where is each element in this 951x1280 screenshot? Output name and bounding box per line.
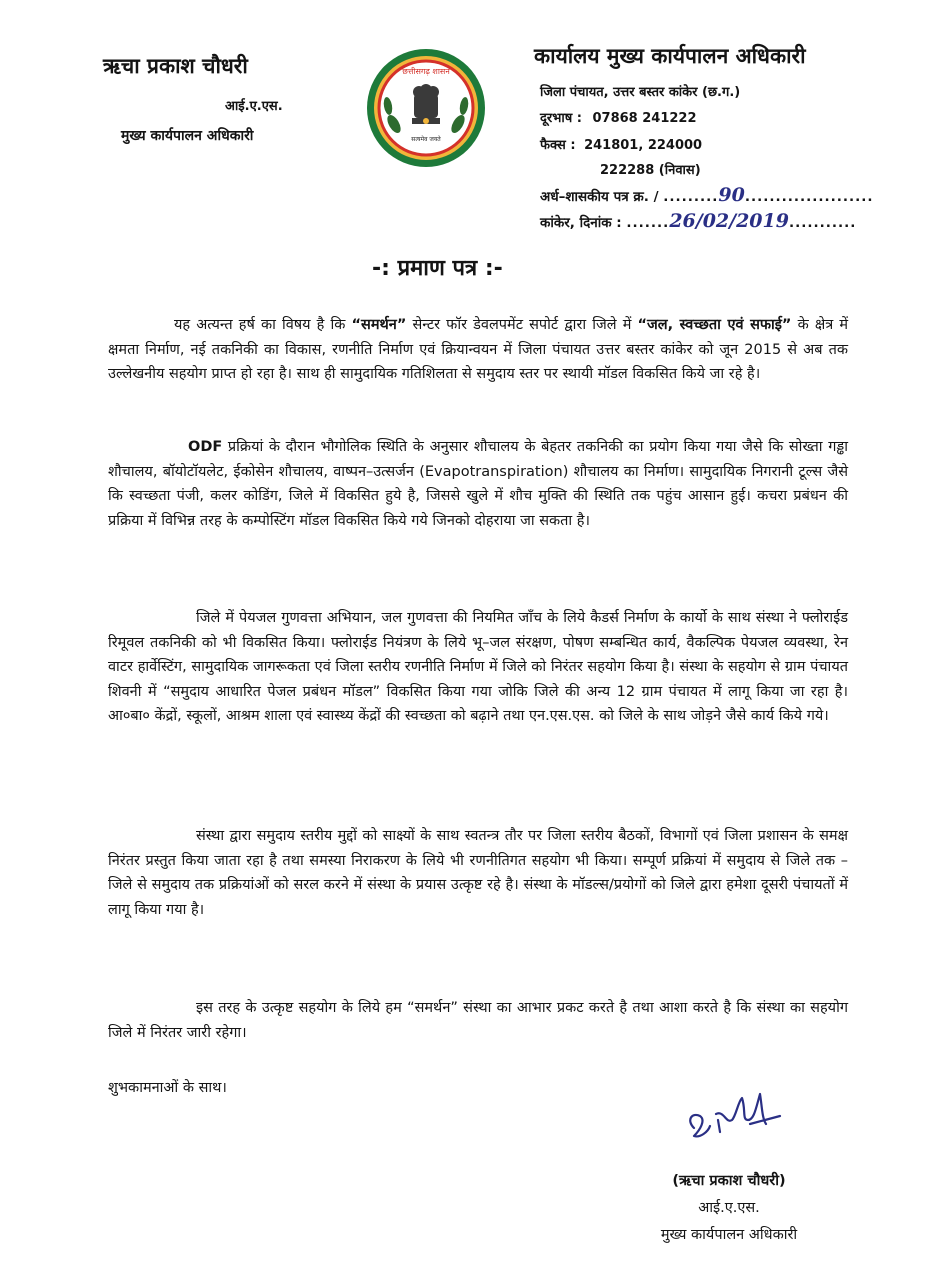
paragraph-4: संस्था द्वारा समुदाय स्तरीय मुद्दों को साक्ष्यों के साथ स्वतन्त्र तौर पर जिला स्तरीय बैठकों, विभागों एवं जिला प्रशासन के समक्ष निरंतर प्रस्तुत किया जाता रहा है तथा समस्या निराकरण के लिये भी रणनीतिगत सहयोग भी किया। सम्पूर्ण प्रक्रियां में समुदाय से जिले तक – जिले से समुदाय तक प्रक्रियांओं को सरल करने में संस्था के प्रयास उत्कृष्ट रहे है। संस्था के मॉडल्स/प्रयोगों को जिले द्वारा हमेशा दूसरी पंचायतों में लागू किया गया है। — [108, 828, 848, 918]
paragraph-3: जिले में पेयजल गुणवत्ता अभियान, जल गुणवत्ता की नियमित जाँच के लिये कैडर्स निर्माण के कार्यो के साथ संस्था ने फ्लोराईड रिमूवल तकनिकी को भी विकसित किया। फ्लोराईड नियंत्रण के लिये भू–जल संरक्षण, पोषण सम्बन्धित कार्य, वैकल्पिक पेयजल व्यवस्था, रेन वाटर हार्वेस्टिंग, सामुदायिक जागरूकता एवं जिला स्तरीय रणनीति निर्माण में जिले को निरंतर सहयोग किया है। संस्था के सहयोग से ग्राम पंचायत शिवनी में “समुदाय आधारित पेजल प्रबंधन मॉडल” विकसित किया गया जोकि जिले की अन्य 12 ग्राम पंचायत में लागू किया जा रहा है। आ०बा० केंद्रों, स्कूलों, आश्रम शाला एवं स्वास्थ्य केंद्रों की स्वच्छता को बढ़ाने तथा एन.एस.एस. को जिले के साथ जोड़ने जैसे कार्य किये गये। — [108, 610, 848, 724]
date-label: कांकेर, दिनांक : — [540, 215, 622, 231]
office-title: कार्यालय मुख्य कार्यपालन अधिकारी — [534, 44, 806, 68]
sender-name: ऋचा प्रकाश चौधरी — [103, 54, 248, 78]
phone-value: 07868 241222 — [592, 111, 697, 126]
paragraph-1: यह अत्यन्त हर्ष का विषय है कि “समर्थन” सेन्टर फॉर डेवलपमेंट सपोर्ट द्वारा जिले में “जल, स्वच्छता एवं सफाई” के क्षेत्र में क्षमता निर्माण, नई तकनिकी का विकास, रणनीति निर्माण एवं क्रियान्वयन में जिला पंचायत उत्तर बस्तर कांकेर को जून 2015 से अब तक उल्लेखनीय सहयोग प्राप्त हो रहा है। साथ ही सामुदायिक गतिशिलता से समुदाय स्तर पर स्थायी मॉडल विकसित किये जा रहे है। — [108, 317, 849, 382]
chhattisgarh-emblem-icon — [364, 46, 488, 170]
phone-row — [540, 108, 697, 126]
residence-phone: 222288 (निवास) — [600, 163, 701, 178]
letter-number-row: अर्ध–शासकीय पत्र क्र. / .........90..................... — [540, 184, 874, 206]
phone-label: दूरभाष : — [540, 111, 582, 126]
office-address: जिला पंचायत, उत्तर बस्तर कांकेर (छ.ग.) — [540, 85, 741, 100]
date-row: कांकेर, दिनांक : .......26/02/2019........... — [540, 210, 857, 232]
date-value: 26/02/2019 — [669, 210, 789, 232]
state-emblem — [364, 46, 488, 170]
letter-number-label: अर्ध–शासकीय पत्र क्र. / — [540, 189, 659, 205]
fax-label: फैक्स : — [540, 138, 576, 153]
certificate-heading: -: प्रमाण पत्र :- — [372, 256, 503, 281]
odf-term: ODF — [188, 439, 223, 455]
fax-value: 241801, 224000 — [584, 138, 703, 153]
emblem-motto: सत्यमेव जयते — [411, 136, 441, 143]
sender-service: आई.ए.एस. — [225, 99, 283, 114]
signatory-name: (ऋचा प्रकाश चौधरी) — [672, 1173, 786, 1189]
fax-row — [540, 135, 702, 153]
emblem-top-text: छत्तीसगढ़ शासन — [402, 67, 450, 76]
signatory-service: आई.ए.एस. — [698, 1200, 760, 1216]
sender-designation: मुख्य कार्यपालन अधिकारी — [121, 128, 254, 144]
sector-name: “जल, स्वच्छता एवं सफाई” — [637, 317, 792, 333]
paragraph-2: ODF प्रक्रियां के दौरान भौगोलिक स्थिति के अनुसार शौचालय के बेहतर तकनिकी का प्रयोग किया गया जैसे कि सोख्ता गड्ढा शौचालय, बॉयोटॉयलेट, ईकोसेन शौचालय, वाष्पन–उत्सर्जन (Evapotranspiration) शौचालय का निर्माण। सामुदायिक निगरानी टूल्स जैसे कि स्वच्छता पंजी, कलर कोडिंग, जिले में विकसित हुये है, जिससे खुले में शौच मुक्ति की स्थिति तक पहुंच आसान हुई। कचरा प्रबंधन की प्रक्रिया में विभिन्न तरह के कम्पोस्टिंग मॉडल विकसित किये गये जिनको दोहराया जा सकता है। — [108, 439, 848, 529]
letter-number-dots: ......... — [663, 189, 719, 205]
org-name: “समर्थन” — [351, 317, 407, 333]
handwritten-signature — [680, 1080, 790, 1160]
signatory-designation: मुख्य कार्यपालन अधिकारी — [660, 1227, 798, 1243]
closing-line: शुभकामनाओं के साथ। — [108, 1080, 227, 1096]
letter-number-value: 90 — [718, 184, 745, 206]
signature-block — [600, 1170, 858, 1244]
paragraph-5: इस तरह के उत्कृष्ट सहयोग के लिये हम “समर्थन” संस्था का आभार प्रकट करते है तथा आशा करते है कि संस्था का सहयोग जिले में निरंतर जारी रहेगा। — [108, 1000, 848, 1041]
signature-icon — [680, 1080, 790, 1160]
